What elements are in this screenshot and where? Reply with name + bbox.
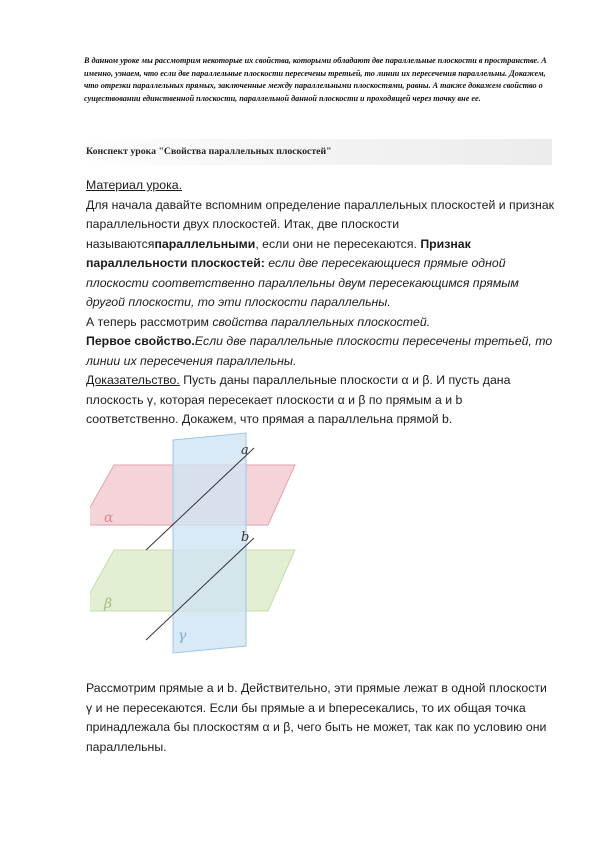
conclusion-paragraph [86, 679, 556, 757]
lesson-heading: Конспект урока "Свойства параллельных плоскостей" [86, 146, 332, 157]
intro-paragraph: В данном уроке мы рассмотрим некоторые их свойства, которыми обладают две параллельные плоскости в пространстве. А именно, узнаем, что если две параллельные плоскости пересечены третьей, то линии их пересечения параллельны. Докажем, что отрезки параллельных прямых, заключенные между параллельными плоскостями, равны. А также докажем свойство о существовании единственной плоскости, параллельной данной плоскости и проходящей через точку вне ее. [84, 56, 547, 103]
label-beta: β [104, 596, 113, 612]
label-alpha: α [104, 510, 114, 526]
first-property-label: Первое свойство. [86, 334, 195, 348]
definition-term: параллельными [154, 236, 256, 251]
label-a: a [241, 443, 249, 458]
material-title: Материал урока. [86, 178, 183, 192]
parallel-planes-figure [90, 428, 320, 660]
criterion-label: Признак параллельности плоскостей: [86, 236, 471, 270]
properties-intro-italic: свойства параллельных плоскостей. [212, 314, 431, 329]
proof-label: Доказательство. [86, 373, 180, 387]
label-gamma: γ [178, 628, 187, 644]
label-b: b [241, 530, 250, 545]
definition-end: , если они не пересекаются. [255, 236, 421, 251]
lesson-body [86, 176, 556, 430]
proof-text: Пусть даны параллельные плоскости α и β. И пусть дана плоскость γ, которая пересекает плоскости α и β по прямым a и b соответственно. Докажем, что прямая a параллельна прямой b. [86, 373, 511, 426]
criterion-text: если две пересекающиеся прямые одной плоскости соответственно параллельны двум пересекающимся прямым другой плоскости, то эти плоскости параллельны. [86, 256, 519, 309]
definition-text: Для начала давайте вспомним определение параллельных плоскостей и признак параллельности двух плоскостей. Итак, две плоскости называются [86, 197, 555, 251]
conclusion-text: Рассмотрим прямые a и b. Действительно, эти прямые лежат в одной плоскости γ и не пересекаются. Если бы прямые a и bпересекались, то их общая точка принадлежала бы плоскостям α и β, чего быть не может, так как по условию они параллельны. [86, 681, 547, 754]
properties-intro: А теперь рассмотрим [86, 314, 213, 329]
first-property-text: Если две параллельные плоскости пересечены третьей, то линии их пересечения параллельны. [86, 334, 553, 368]
